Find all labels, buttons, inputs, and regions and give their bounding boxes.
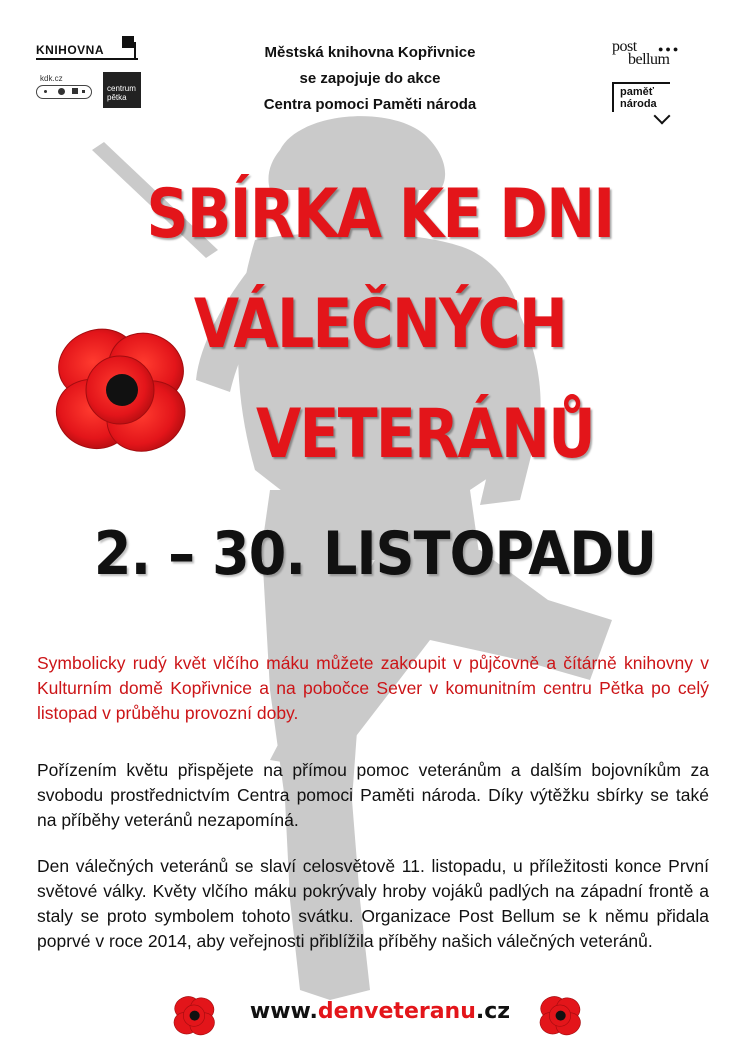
petka-logo-line2: pětka xyxy=(107,93,127,102)
poppy-small-right-icon xyxy=(538,993,582,1037)
kdk-logo-text: kdk.cz xyxy=(40,74,63,83)
paragraph-2: Den válečných veteránů se slaví celosvětově 11. listopadu, u příležitosti konce První světové války. Květy vlčího máku pokrývaly hroby vojáků padlých na západní frontě a staly se proto symbolem tohoto svátku. Organizace Post Bellum se k němu přidala poprvé v roce 2014, aby veřejnosti přiblížila příběhy našich válečných veteránů. xyxy=(37,855,709,951)
paragraph-red: Symbolicky rudý květ vlčího máku můžete zakoupit v půjčovně a čítárně knihovny v Kulturním domě Kopřivnice a na pobočce Sever v komunitním centru Pětka po celý listopad v průběhu provozní doby. xyxy=(37,652,709,723)
petka-logo-line1: centrum xyxy=(107,84,136,93)
header-line-3: Centra pomoci Paměti národa xyxy=(263,96,477,113)
title-line-3: VETERÁNŮ xyxy=(255,395,595,474)
post-bellum-logo-line2: bellum xyxy=(628,51,670,68)
logo-square-icon xyxy=(122,36,134,48)
post-bellum-logo-line1: post xyxy=(612,38,637,55)
title-line-2: VÁLEČNÝCH xyxy=(193,285,567,364)
date-range: 2. – 30. LISTOPADU xyxy=(93,519,657,589)
url-main: denveteranu xyxy=(317,999,476,1024)
knihovna-logo xyxy=(36,36,144,66)
pamet-logo-line1: paměť xyxy=(620,86,655,98)
dots-icon: ●●● xyxy=(658,44,681,54)
poppy-small-left-icon xyxy=(172,993,216,1037)
pamet-naroda-logo xyxy=(612,82,680,122)
pamet-logo-line2: národa xyxy=(620,98,657,110)
url-suffix: .cz xyxy=(475,999,511,1024)
knihovna-logo-text: KNIHOVNA xyxy=(36,43,105,57)
header-text xyxy=(210,40,530,118)
url-prefix: www. xyxy=(249,999,318,1024)
centrum-petka-logo xyxy=(103,72,141,108)
post-bellum-logo xyxy=(612,38,686,72)
header-line-1: Městská knihovna Kopřivnice xyxy=(264,44,476,61)
header-line-2: se zapojuje do akce xyxy=(299,70,441,87)
website-link[interactable] xyxy=(220,997,540,1027)
title-line-1: SBÍRKA KE DNI xyxy=(146,175,614,254)
kdk-logo xyxy=(36,74,92,104)
paragraph-1: Pořízením květu přispějete na přímou pomoc veteránům a dalším bojovníkům za svobodu prostřednictvím Centra pomoci Paměti národa. Díky výtěžku sbírky se také na příběhy veteránů nezapomíná. xyxy=(37,759,709,830)
poppy-icon xyxy=(50,318,190,458)
